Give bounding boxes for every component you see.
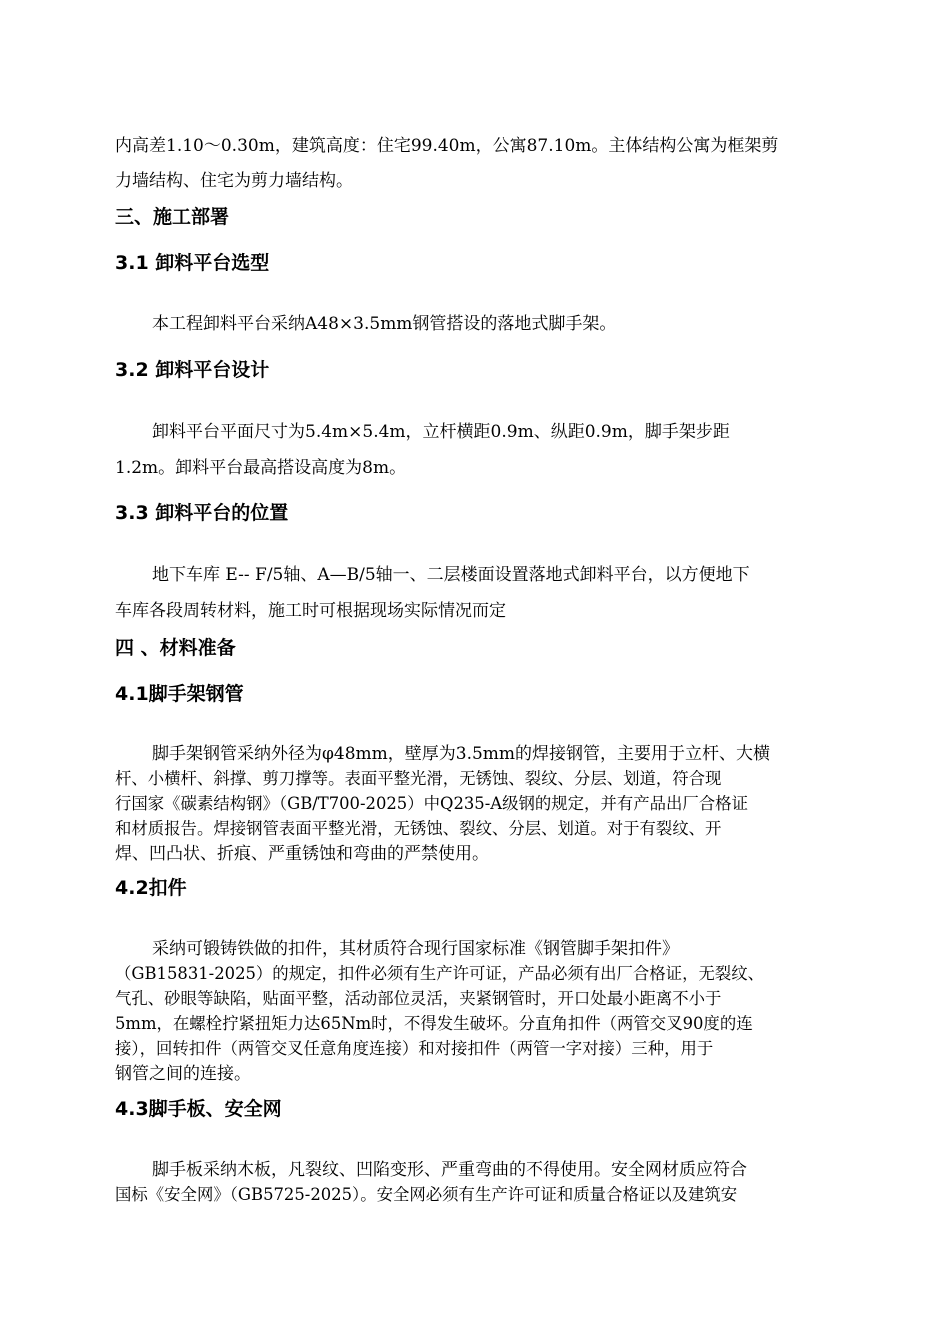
section-3-1-heading: 3.1 卸料平台选型 — [115, 252, 270, 274]
section-3-3-line-1: 地下车库 E-- F/5轴、A—B/5轴一、二层楼面设置落地式卸料平台，以方便地下 — [152, 565, 750, 585]
section-4-2-line-4: 5mm，在螺栓拧紧扭矩力达65Nm时，不得发生破坏。分直角扣件（两管交叉90度的连 — [115, 1014, 753, 1033]
intro-line-1: 内高差1.10～0.30m，建筑高度：住宅99.40m，公寓87.10m。主体结构公寓为框架剪 — [115, 136, 779, 156]
section-4-2-line-5: 接），回转扣件（两管交叉任意角度连接）和对接扣件（两管一字对接）三种，用于 — [115, 1039, 714, 1058]
section-3-3-line-2: 车库各段周转材料，施工时可根据现场实际情况而定 — [115, 601, 506, 621]
section-4-1-line-1: 脚手架钢管采纳外径为φ48mm，壁厚为3.5mm的焊接钢管，主要用于立杆、大横 — [152, 744, 771, 764]
section-4-2-line-2: （GB15831-2025）的规定，扣件必须有生产许可证，产品必须有出厂合格证，无裂纹、 — [115, 964, 765, 983]
section-3-2-line-2: 1.2m。卸料平台最高搭设高度为8m。 — [115, 458, 407, 478]
section-4-3-heading: 4.3脚手板、安全网 — [115, 1098, 282, 1120]
section-4-1-line-4: 和材质报告。焊接钢管表面平整光滑，无锈蚀、裂纹、分层、划道。对于有裂纹、开 — [115, 819, 722, 838]
section-4-1-line-2: 杆、小横杆、斜撑、剪刀撑等。表面平整光滑，无锈蚀、裂纹、分层、划道，符合现 — [115, 769, 722, 788]
section-3-1-line-1: 本工程卸料平台采纳A48×3.5mm钢管搭设的落地式脚手架。 — [152, 314, 617, 334]
section-4-3-line-1: 脚手板采纳木板，凡裂纹、凹陷变形、严重弯曲的不得使用。安全网材质应符合 — [152, 1160, 747, 1180]
section-4-1-heading: 4.1脚手架钢管 — [115, 683, 244, 705]
section-4-2-line-3: 气孔、砂眼等缺陷，贴面平整，活动部位灵活，夹紧钢管时，开口处最小距离不小于 — [115, 989, 722, 1008]
section-4-1-line-5: 焊、凹凸状、折痕、严重锈蚀和弯曲的严禁使用。 — [115, 844, 489, 864]
section-4-3-line-2: 国标《安全网》（GB5725-2025）。安全网必须有生产许可证和质量合格证以及建筑安 — [115, 1185, 738, 1204]
section-4-2-line-1: 采纳可锻铸铁做的扣件，其材质符合现行国家标准《钢管脚手架扣件》 — [152, 939, 679, 959]
section-4-1-line-3: 行国家《碳素结构钢》（GB/T700-2025）中Q235-A级钢的规定，并有产品出厂合格证 — [115, 794, 748, 813]
intro-line-2: 力墙结构、住宅为剪力墙结构。 — [115, 171, 353, 191]
section-3-2-line-1: 卸料平台平面尺寸为5.4m×5.4m，立杆横距0.9m、纵距0.9m，脚手架步距 — [152, 422, 730, 442]
section-3-2-heading: 3.2 卸料平台设计 — [115, 359, 270, 381]
section-3-heading: 三、施工部署 — [115, 206, 230, 228]
section-4-heading: 四 、材料准备 — [115, 637, 236, 659]
section-4-2-heading: 4.2扣件 — [115, 877, 187, 899]
section-3-3-heading: 3.3 卸料平台的位置 — [115, 502, 289, 524]
section-4-2-line-6: 钢管之间的连接。 — [115, 1064, 251, 1084]
